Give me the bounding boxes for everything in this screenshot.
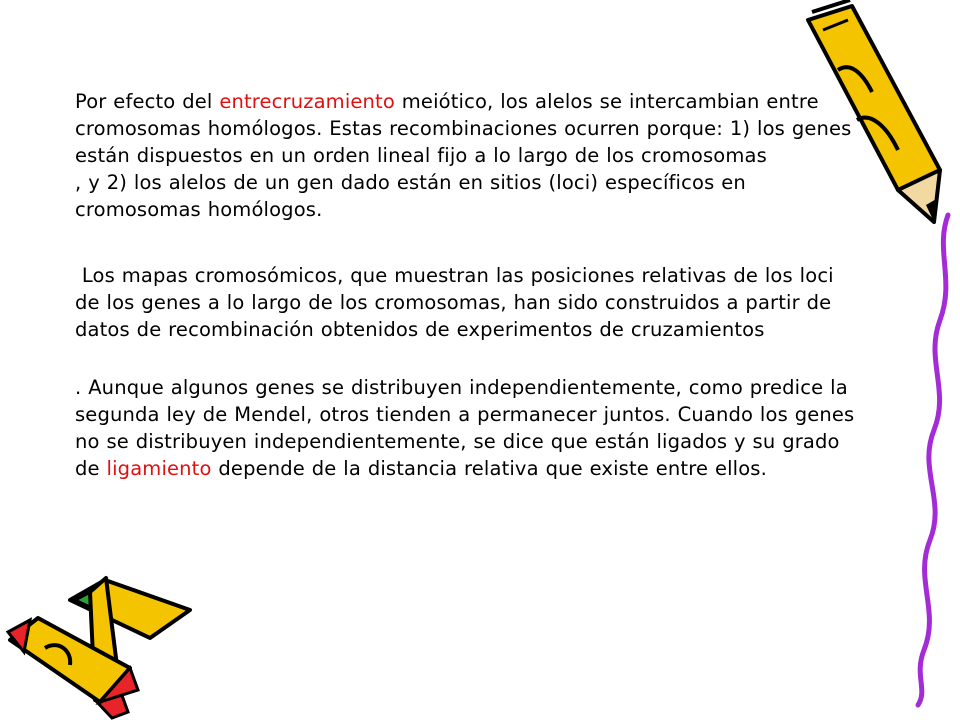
highlight-term: ligamiento [106,457,212,480]
text-line: , y 2) los alelos de un gen dado están en sitios (loci) específicos en [75,171,746,194]
paragraph-linkage [75,374,935,482]
paragraph-recombination [75,88,935,223]
text-line: de los genes a lo largo de los cromosomas, han sido construidos a partir de [75,291,832,314]
text-line: Por efecto del entrecruzamiento meiótico, los alelos se intercambian entre [75,90,819,113]
text-line: cromosomas homólogos. Estas recombinaciones ocurren porque: 1) los genes [75,117,852,140]
highlight-term: entrecruzamiento [219,90,395,113]
text-line: . Aunque algunos genes se distribuyen independientemente, como predice la [75,376,848,399]
paragraph-chromosome-maps [75,262,935,343]
text-line: segunda ley de Mendel, otros tienden a permanecer juntos. Cuando los genes [75,403,855,426]
text-line: cromosomas homólogos. [75,198,323,221]
text-line: Los mapas cromosómicos, que muestran las posiciones relativas de los loci [75,264,834,287]
text-line: de ligamiento depende de la distancia relativa que existe entre ellos. [75,457,767,480]
text-line: están dispuestos en un orden lineal fijo a lo largo de los cromosomas [75,144,767,167]
text-line: no se distribuyen independientemente, se dice que están ligados y su grado [75,430,840,453]
pencils-icon [8,578,190,718]
text-line: datos de recombinación obtenidos de experimentos de cruzamientos [75,318,765,341]
